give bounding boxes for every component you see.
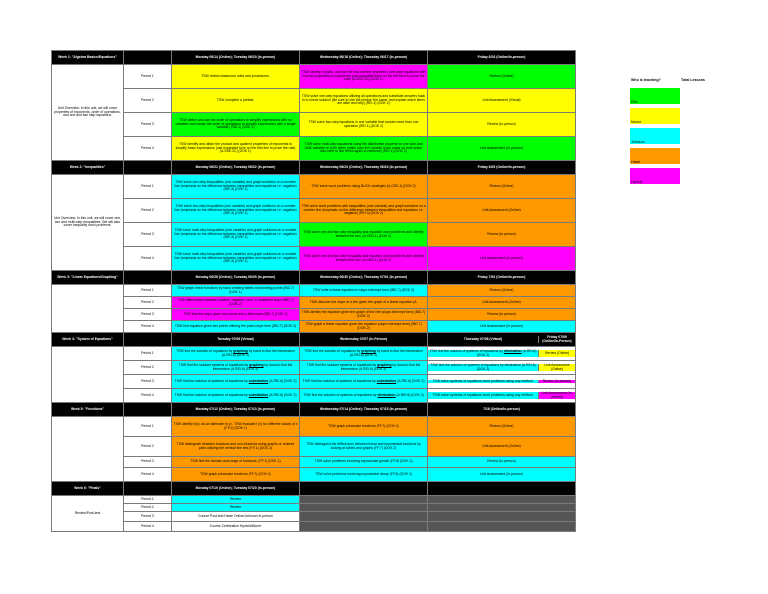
lesson-plan-sheet bbox=[51, 50, 575, 532]
lesson-cell: TSW find the solution systems of equations by graphing by hand to find the intersection (A.REI.6) (DOK 2) bbox=[172, 361, 300, 375]
lesson-cell: TSW review classroom rules and procedures. bbox=[172, 65, 300, 89]
lesson-cell: Unit Assessment (In-person) bbox=[538, 392, 575, 400]
legend-teacher-moore: Moore bbox=[630, 108, 680, 124]
period-label: Period 2 bbox=[124, 89, 172, 113]
unit-overview: Unit Overview: In this unit, we will cover properties of exponents, order of operations, and one and two step equations. bbox=[52, 65, 124, 161]
day-header: Wednesday 07/14 (Online); Thursday 07/15 (In-person) bbox=[300, 403, 428, 417]
week-header-row bbox=[52, 271, 576, 285]
period-label: Period 4 bbox=[124, 389, 172, 403]
lesson-grid bbox=[51, 50, 576, 532]
period-label: Period 4 bbox=[124, 468, 172, 482]
period-label: Period 3 bbox=[124, 457, 172, 468]
period-label: Period 2 bbox=[124, 199, 172, 223]
period-label: Period 2 bbox=[124, 504, 172, 512]
lesson-cell: TSW solve two-step equations in one variable that contain more than one operation (REI.1) (DOK 2) bbox=[300, 113, 428, 137]
lesson-cell: TSW solve one-step equations utilizing all operations and substitute answers back in to check solution (Be sure to use the phrase 'the same' and explain which items are alike and why) (REI.1) (DOK 2) bbox=[300, 89, 428, 113]
lesson-cell: TSW find the solution of systems of equations by substitution (A.REI.6) (DOK 2) bbox=[300, 375, 428, 389]
lesson-cell: TSW solve two-step inequalities (one variable) and graph solutions on a number line (emphasis on the difference between inequalities and equations i.e. negative) (REI.3) (DOK 1) bbox=[172, 199, 300, 223]
day-header: Thursday 07/08 (Virtual) bbox=[463, 336, 503, 341]
period-label: Period 3 bbox=[124, 113, 172, 137]
lesson-cell: TSW solve problems involving exponential growth (FF.8) (DOK 2) bbox=[300, 457, 428, 468]
lesson-cell: Review (Online) bbox=[428, 285, 576, 297]
lesson-cell: TSW distinguish between functions and non-functions using graphs or ordered pairs utilizing the vertical line test (F.F.1) (DOK 2) bbox=[172, 437, 300, 457]
lesson-cell: TSW find the solution systems of equations by graphing by hand to find the intersection (A.REI.6) (DOK 2) bbox=[300, 361, 428, 375]
period-label: Period 1 bbox=[124, 347, 172, 361]
lesson-cell: Review bbox=[172, 504, 300, 512]
week-name: Week 2: "Inequalities" bbox=[52, 161, 124, 175]
lesson-cell: TSW define and use the order of operations to simplify expressions with no variables and create the order of operations to simplify expressions with a single variable (TBD.1) (DOK 1) bbox=[172, 113, 300, 137]
day-header: Tuesday 07/06 (Virtual) bbox=[172, 333, 300, 347]
lesson-cell: TSW find the slope given two points and y-intercepts (IBD.7) (DOK 2) bbox=[172, 309, 300, 321]
legend-teacher-johnson: Johnson bbox=[630, 128, 680, 144]
period-row bbox=[52, 137, 576, 161]
week-header-row bbox=[52, 333, 576, 347]
period-row bbox=[52, 512, 576, 522]
period-row bbox=[52, 375, 576, 389]
lesson-cell: TSW write a linear equation in slope-intercept form (IBD.7) (DOK 2) bbox=[300, 285, 428, 297]
lesson-cell: Unit Assessment (Online) bbox=[538, 364, 575, 372]
day-header: Monday 07/12 (Online); Tuesday 07/13 (In-person) bbox=[172, 403, 300, 417]
period-row bbox=[52, 389, 576, 403]
period-label: Period 1 bbox=[124, 65, 172, 89]
week-header-row bbox=[52, 482, 576, 496]
period-row bbox=[52, 417, 576, 437]
period-label: Period 3 bbox=[124, 375, 172, 389]
lesson-cell: TSW find the solution of systems of equations by elimination (A.REI.6) (DOK 2) bbox=[429, 348, 537, 357]
lesson-cell: TSW differentiate between positive, negative, zero, & undefined slope (IBD.7) (DOK 2) bbox=[172, 297, 300, 309]
lesson-cell: TSW solve one and two step inequality and equation word problems and identify between the two. (A.CED.1) (DOK 2) bbox=[300, 247, 428, 271]
period-label: Period 2 bbox=[124, 361, 172, 375]
lesson-cell: Review (Online) bbox=[428, 417, 576, 437]
period-row bbox=[52, 89, 576, 113]
day-header: Monday 07/19 (Online); Tuesday 07/20 (In-person) bbox=[172, 482, 300, 496]
day-header: Friday 6/25 (Online/In-person) bbox=[428, 161, 576, 175]
lesson-cell: TSW solve one and two step inequality and equation word problems and identify between the two. (A.CED.1) (DOK 2) bbox=[300, 223, 428, 247]
lesson-cell: Review (Online) bbox=[428, 65, 576, 89]
period-label: Period 3 bbox=[124, 512, 172, 522]
lesson-cell: Review (In-person) bbox=[428, 113, 576, 137]
unit-overview: Unit Overview: In this unit, we will cover one, two and multi-step inequalities. We will also cover inequality word problems. bbox=[52, 175, 124, 271]
period-label: Period 4 bbox=[124, 247, 172, 271]
period-row bbox=[52, 175, 576, 199]
teacher-legend bbox=[630, 76, 750, 184]
week-name: Week 1: "Algebra Basics/Equations" bbox=[52, 51, 124, 65]
period-label: Period 1 bbox=[124, 417, 172, 437]
lesson-cell: TSW identify f(x)= as an alternate to y=. TSW evaluate f (x) for different values of x (F.F.2) (DOK 1) bbox=[172, 417, 300, 437]
period-row bbox=[52, 496, 576, 504]
period-row bbox=[52, 65, 576, 89]
week-name: Week 4: "System of Equations" bbox=[52, 333, 124, 347]
period-label: Period 3 bbox=[124, 223, 172, 247]
lesson-cell: Review bbox=[172, 496, 300, 504]
lesson-cell: TSW find the solution of systems of equations by substitution (A.REI.6) (DOK 2) bbox=[172, 375, 300, 389]
lesson-cell: Unit Assessment (Virtual) bbox=[428, 89, 576, 113]
day-header: Monday 06/21 (Online); Tuesday 06/22 (In-person) bbox=[172, 161, 300, 175]
period-row bbox=[52, 321, 576, 333]
legend-teacher-hawe: Hawe bbox=[630, 148, 680, 164]
day-header: Monday 06/14 (Online); Tuesday 06/15 (In-person) bbox=[172, 51, 300, 65]
lesson-cell: Review (Online) bbox=[538, 350, 575, 358]
legend-teacher-ellis: Ellis bbox=[630, 88, 680, 104]
lesson-cell: Unit Assessment (In-person) bbox=[428, 468, 576, 482]
lesson-cell: TSW graph a linear equation given the equation (slope-intercept form) (IBD.7) (DOK 2) bbox=[300, 321, 428, 333]
day-header: Wednesday 06/30 (Online); Thursday 07/01 (In-person) bbox=[300, 271, 428, 285]
day-header: Friday 07/09 (Online/In-Person) bbox=[538, 336, 575, 344]
period-row bbox=[52, 247, 576, 271]
lesson-cell: TSW identify, explain, and use the real number properties (one-step equations with inverse properties of exponents) (use expanded form on the left form to prove the rule) (A.SSE.2C) (DOK 1) bbox=[300, 65, 428, 89]
legend-teacher-hyzicki: Hyzicki bbox=[630, 168, 680, 184]
lesson-cell: Unit Assessment (Online) bbox=[428, 437, 576, 457]
legend-header-total: Total Lessons bbox=[681, 78, 705, 82]
lesson-cell: TSW find the domain and range of functions. (FF.1) (DOK 1) bbox=[172, 457, 300, 468]
week-name: Week 6: "Finals" bbox=[52, 482, 124, 496]
period-row bbox=[52, 437, 576, 457]
lesson-cell: TSW find the solution of equations by graphing by hand to find the intersection (A.REI.6) (DOK 2) bbox=[172, 347, 300, 361]
week-header-row bbox=[52, 161, 576, 175]
period-row bbox=[52, 285, 576, 297]
lesson-cell: Review (In-person) bbox=[428, 457, 576, 468]
lesson-cell: TSW solve word problems with inequalities (one variable) and graph solutions on a number line (emphasis on the difference between inequalities and equations i.e. negative) (REI.3) (DOK 2) bbox=[300, 199, 428, 223]
lesson-cell: TSW solve multi-step inequalities (one variable) and graph solutions on a number line (emphasis on the difference between inequalities and equations i.e. negative) (REI.3) (DOK 1) bbox=[172, 247, 300, 271]
lesson-cell: Unit Assessment (In-person) bbox=[428, 321, 576, 333]
period-label: Period 1 bbox=[124, 285, 172, 297]
lesson-cell: TSW find equation given two points utilizing the point-slope form (IBD.7) (DOK 2) bbox=[172, 321, 300, 333]
period-label: Period 2 bbox=[124, 437, 172, 457]
period-row bbox=[52, 347, 576, 361]
period-row bbox=[52, 297, 576, 309]
lesson-cell: Review (In-person) bbox=[428, 309, 576, 321]
period-label: Period 1 bbox=[124, 496, 172, 504]
lesson-cell: TSW find the solution of systems of equations by elimination (A.REI.6) (DOK 2) bbox=[300, 389, 428, 403]
lesson-cell: Course Post-test Hawe Online/Johnson In-person bbox=[172, 512, 300, 522]
lesson-cell: TSW graph piecewise functions (FF.7) (DOK 2) bbox=[300, 417, 428, 437]
day-header: Friday 6/18 (Online/In-person) bbox=[428, 51, 576, 65]
day-header: Friday 7/02 (Online/In-person) bbox=[428, 271, 576, 285]
period-row bbox=[52, 504, 576, 512]
period-row bbox=[52, 457, 576, 468]
week-name: Week 5: "Functions" bbox=[52, 403, 124, 417]
unit-overview: Review/Post-test bbox=[52, 496, 124, 532]
lesson-cell: Unit Assessment (In-person) bbox=[428, 137, 576, 161]
period-label: Period 4 bbox=[124, 522, 172, 532]
day-header: Monday 06/28 (Online); Tuesday 06/29 (In-person) bbox=[172, 271, 300, 285]
period-row bbox=[52, 522, 576, 532]
lesson-cell: TSW solve multi-step equations using the distributive property on one side and ONE variable on both sides (make sure the variable is the same on both sides; also refer to like terms again to reinforce) (REI.1) (DOK 2) bbox=[300, 137, 428, 161]
lesson-cell: Review (In-person) bbox=[428, 223, 576, 247]
lesson-cell: Review (In-person) bbox=[538, 380, 575, 384]
legend-header-teacher: Who is teaching? bbox=[631, 78, 661, 82]
period-row bbox=[52, 309, 576, 321]
period-row bbox=[52, 113, 576, 137]
lesson-cell: TSW solve one-step inequalities (one variable) and graph solutions on a number line (emphasis on the difference between inequalities and equations i.e. negative) (REI.3) (DOK 1) bbox=[172, 175, 300, 199]
lesson-cell: TSW find the solution of systems of equations by elimination (A.REI.6) (DOK 2) bbox=[428, 364, 538, 372]
day-header: Wednesday 07/07 (In-Person) bbox=[300, 333, 428, 347]
period-row bbox=[52, 468, 576, 482]
period-row bbox=[52, 223, 576, 247]
period-label: Period 1 bbox=[124, 175, 172, 199]
week-header-row bbox=[52, 51, 576, 65]
lesson-cell: TSW discover the slope of a line given the graph of a linear equation (A. bbox=[300, 297, 428, 309]
week-name: Week 3: "Linear Equations/Graphing" bbox=[52, 271, 124, 285]
period-row bbox=[52, 361, 576, 375]
lesson-cell: TSW solve systems of equations word problems using any method. bbox=[428, 392, 538, 400]
lesson-cell: TSW solve word problems using BUCK strategies (A.CED.1) (DOK 2) bbox=[300, 175, 428, 199]
lesson-cell: TSW solve problems involving exponential decay (FF.8) (DOK 2) bbox=[300, 468, 428, 482]
lesson-cell: TSW complete a pretest. bbox=[172, 89, 300, 113]
period-label: Period 2 bbox=[124, 297, 172, 309]
lesson-cell: TSW solve systems of equations word problems using any method. bbox=[428, 380, 538, 384]
lesson-cell: Review (Online) bbox=[428, 175, 576, 199]
lesson-cell: TSW find the solution of equations by graphing by hand to find the intersection (A.REI.6) (DOK 2) bbox=[300, 347, 428, 361]
period-label: Period 4 bbox=[124, 321, 172, 333]
lesson-cell: Unit Assessment (In-person) bbox=[428, 247, 576, 271]
lesson-cell: Unit Assessment (Online) bbox=[428, 199, 576, 223]
lesson-cell: TSW solve multi-step inequalities (one variable) and graph solutions on a number line (emphasis on the difference between inequalities and equations i.e. negative) (REI.3) (DOK 1) bbox=[172, 223, 300, 247]
lesson-cell: TSW find the solution of systems of equations by substitution (A.REI.6) (DOK 2) bbox=[172, 389, 300, 403]
lesson-cell: Course Celebration Hyzicki/Moore bbox=[172, 522, 300, 532]
lesson-cell: TSW graph piecewise functions (FF.7) (DOK 2) bbox=[172, 468, 300, 482]
lesson-cell: TSW distinguish the differences between linear and exponential functions by looking at tables and graphs (FF.7) (DOK 2) bbox=[300, 437, 428, 457]
lesson-cell: Unit Assessment (Online) bbox=[428, 297, 576, 309]
period-label: Period 4 bbox=[124, 137, 172, 161]
teacher-legend-table bbox=[630, 76, 750, 184]
day-header: 7/16 (Online/In-person) bbox=[428, 403, 576, 417]
lesson-cell: TSW identify the equation given the graph of the line (slope-intercept form) (IBD.7) (DOK 2) bbox=[300, 309, 428, 321]
day-header: Wednesday 06/16 (Online); Thursday 06/17 (In-person) bbox=[300, 51, 428, 65]
lesson-cell: TSW graph linear functions by hand creating tables and plotting points (IBD.7) (DOK 1) bbox=[172, 285, 300, 297]
lesson-cell: TSW identify and utilize the product and quotient properties of exponents to simplify basic expressions (use expanded form on the first line to prove the rule) (A.SSE.2C) (DOK 1) bbox=[172, 137, 300, 161]
period-label: Period 3 bbox=[124, 309, 172, 321]
day-header: Wednesday 06/23 (Online); Thursday 06/24 (In-person) bbox=[300, 161, 428, 175]
week-header-row bbox=[52, 403, 576, 417]
period-row bbox=[52, 199, 576, 223]
